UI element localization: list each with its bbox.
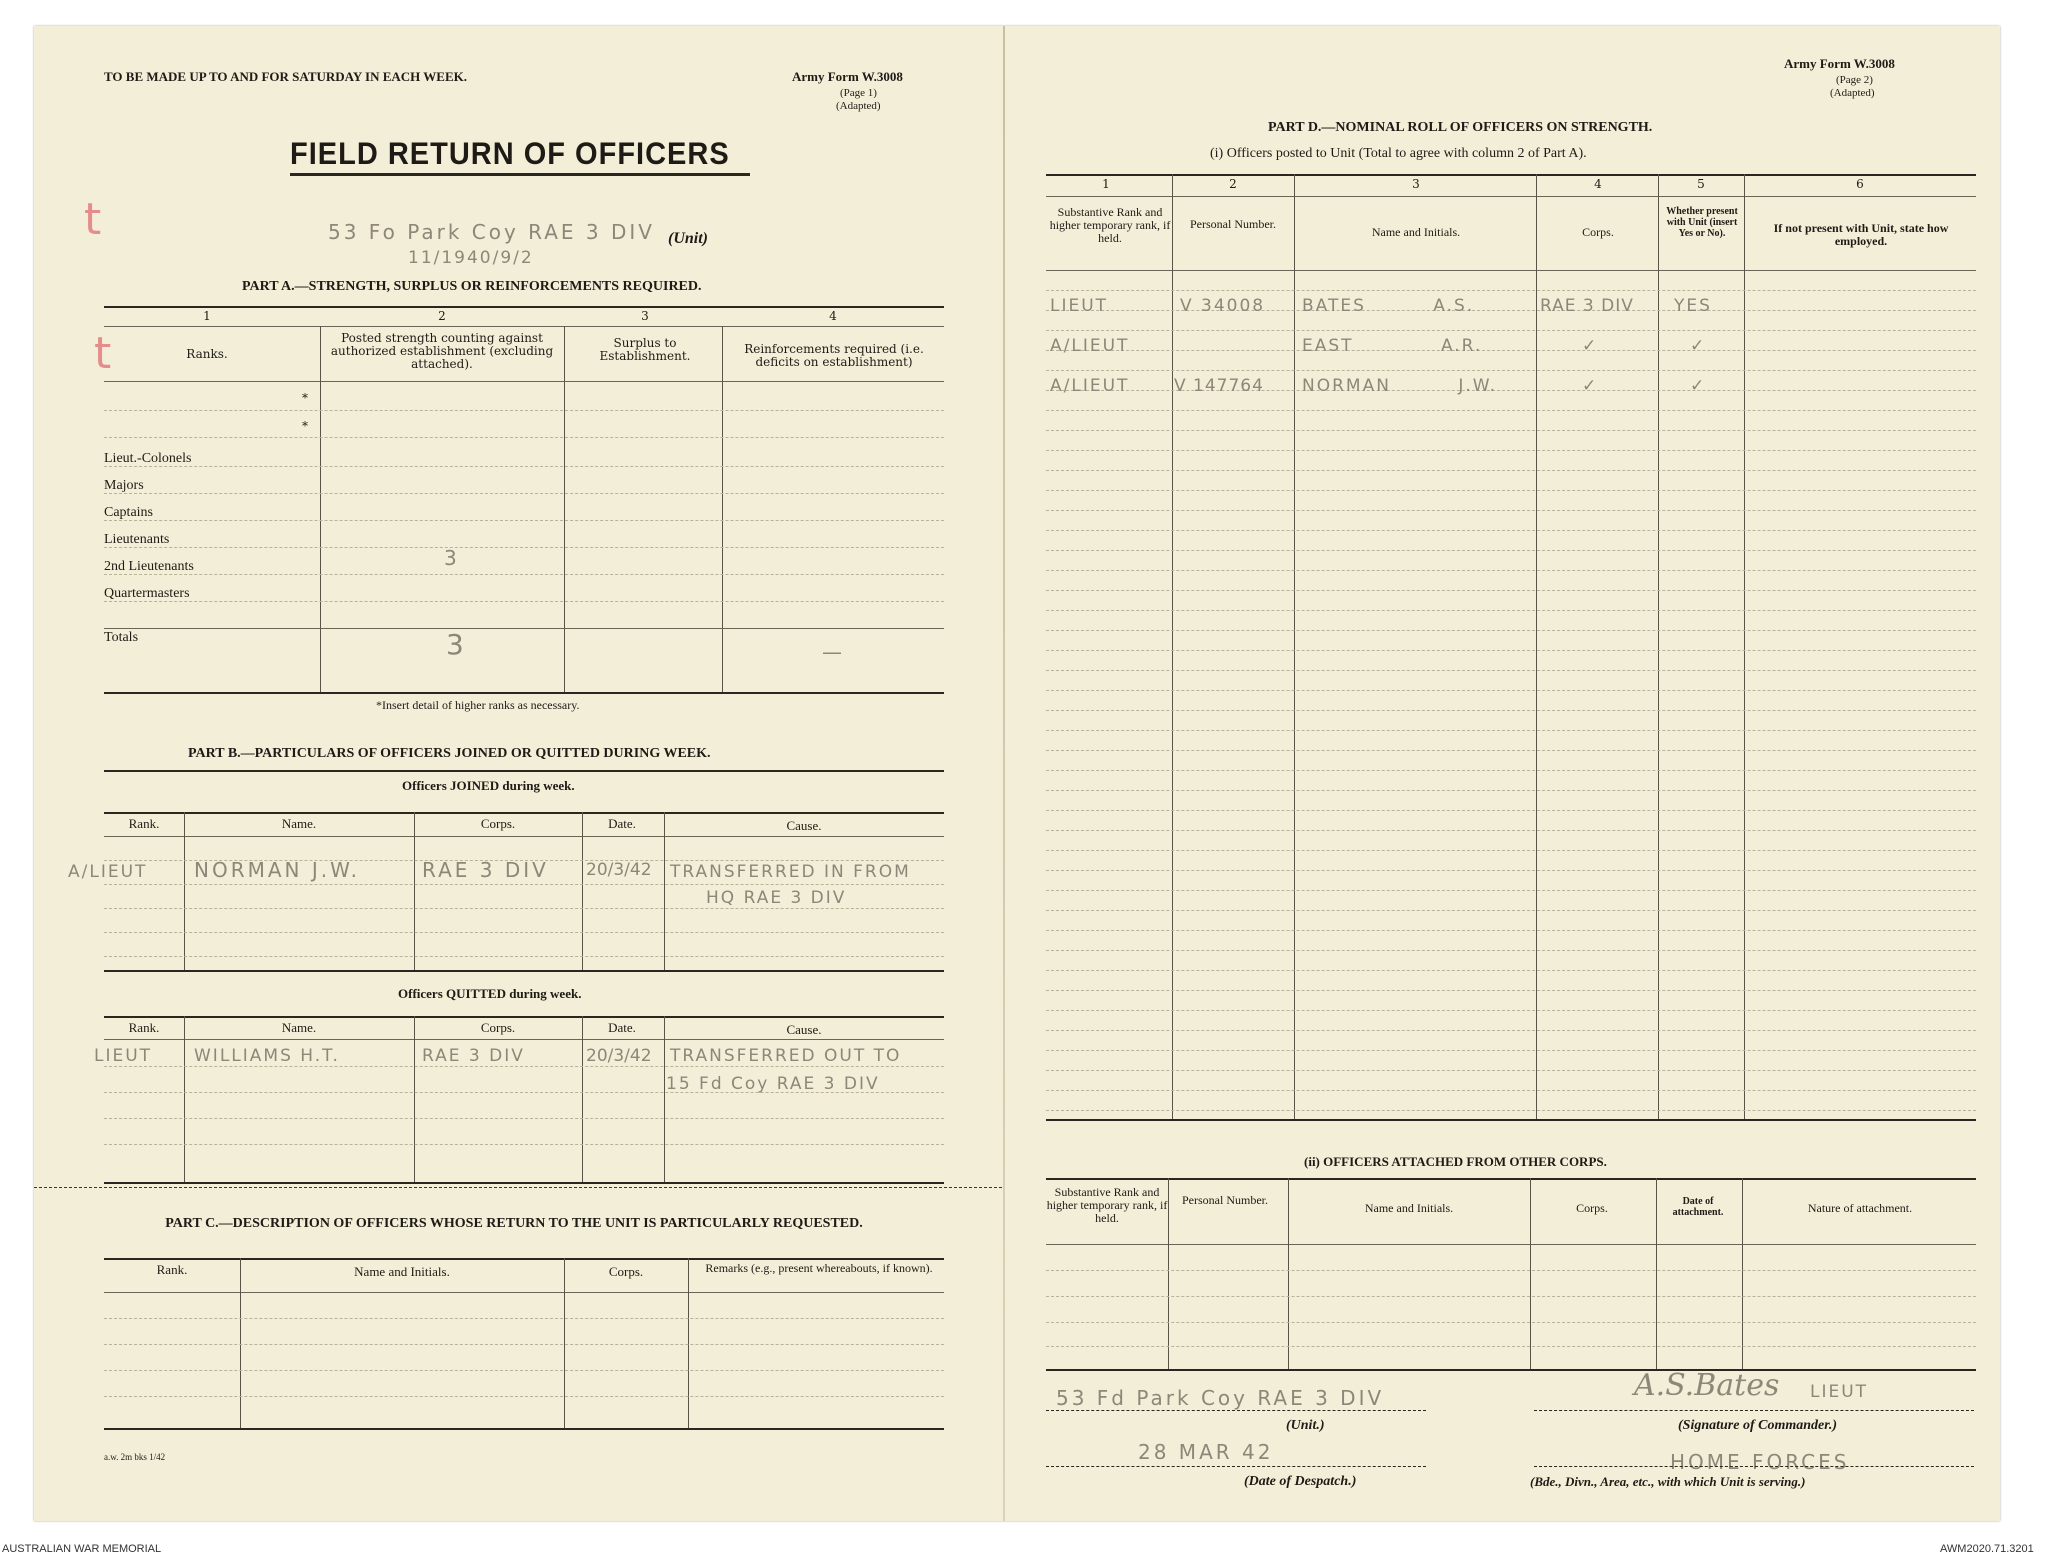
part-a-rule-1 [104, 410, 944, 411]
part-a-rule-4 [104, 493, 944, 494]
roll-rule-17 [1046, 610, 1976, 611]
bde-label: (Bde., Divn., Area, etc., with which Unit is serving.) [1530, 1474, 1806, 1489]
joined-rule-5 [104, 956, 944, 957]
footer-institution: AUSTRALIAN WAR MEMORIAL [2, 1543, 162, 1555]
form-title: FIELD RETURN OF OFFICERS [290, 136, 730, 172]
attached-head-number: Personal Number. [1182, 1193, 1268, 1207]
bde-rule [1534, 1466, 1974, 1467]
roll-rule-7 [1046, 410, 1976, 411]
roll-row-1-number: V 34008 [1180, 296, 1266, 316]
form-number-left: Army Form W.3008 [792, 69, 903, 84]
part-d-colnum-2: 2 [1229, 177, 1237, 191]
part-c-rule-1 [104, 1318, 944, 1319]
joined-head-border [104, 812, 944, 814]
part-a-head-ranks: Ranks. [186, 347, 228, 361]
joined-head-rule [104, 836, 944, 837]
attached-rule-1 [1046, 1270, 1976, 1271]
rank-lieutenants: Lieutenants [104, 532, 170, 547]
joined-corps: RAE 3 DIV [422, 858, 549, 882]
roll-row-2-present: ✓ [1690, 336, 1707, 356]
tear-line-left [34, 1187, 1002, 1188]
roll-rule-39 [1046, 1050, 1976, 1051]
part-c-col-rank: Rank. [156, 1262, 188, 1277]
quitted-col-date: Date. [608, 1020, 636, 1035]
quitted-head-border [104, 1016, 944, 1018]
roll-rule-13 [1046, 530, 1976, 531]
part-a-colnum-1: 1 [203, 309, 211, 323]
part-d-head-name: Name and Initials. [1371, 225, 1461, 239]
roll-rule-32 [1046, 910, 1976, 911]
quitted-vline-1 [184, 1016, 185, 1182]
part-c-title: PART C.—DESCRIPTION OF OFFICERS WHOSE RETURN TO THE UNIT IS PARTICULARLY REQUESTED. [165, 1216, 863, 1231]
roll-rule-11 [1046, 490, 1976, 491]
part-c-col-remarks: Remarks (e.g., present whereabouts, if known). [705, 1261, 933, 1275]
quitted-name: WILLIAMS H.T. [194, 1046, 340, 1066]
joined-col-corps: Corps. [480, 816, 516, 831]
roll-row-2-name: EAST A.R. [1302, 336, 1483, 356]
part-a-top-border [104, 306, 944, 308]
part-b-title: PART B.—PARTICULARS OF OFFICERS JOINED OR QUITTED DURING WEEK. [188, 746, 711, 761]
quitted-date: 20/3/42 [586, 1046, 652, 1066]
page-fold [1003, 26, 1005, 1521]
roll-row-3-rank: A/LIEUT [1050, 376, 1130, 396]
quitted-cause-2: 15 Fd Coy RAE 3 DIV [666, 1074, 880, 1094]
joined-date: 20/3/42 [586, 860, 652, 880]
joined-vline-3 [582, 812, 583, 970]
part-d-colnum-6: 6 [1856, 177, 1864, 191]
roll-rule-8 [1046, 430, 1976, 431]
roll-rule-33 [1046, 930, 1976, 931]
quitted-vline-2 [414, 1016, 415, 1182]
part-c-rule-2 [104, 1344, 944, 1345]
print-code: a.w. 2m bks 1/42 [104, 1452, 166, 1462]
commander-signature: A.S.Bates [1634, 1368, 1780, 1403]
roll-rule-15 [1046, 570, 1976, 571]
part-a-title: PART A.—STRENGTH, SURPLUS OR REINFORCEMENTS REQUIRED. [242, 279, 702, 294]
attached-rule-4 [1046, 1346, 1976, 1347]
footer-accession-id: AWM2020.71.3201 [1940, 1543, 2034, 1555]
part-d-subtitle-ii: (ii) OFFICERS ATTACHED FROM OTHER CORPS. [1304, 1154, 1607, 1169]
attached-head-corps: Corps. [1576, 1201, 1608, 1215]
part-d-head-rank: Substantive Rank and higher temporary rank, if held. [1049, 205, 1171, 245]
part-d-head-employed: If not present with Unit, state how employed. [1773, 221, 1949, 248]
red-check-mark-1: t [84, 194, 102, 245]
attached-vline-4 [1656, 1178, 1657, 1370]
page-number-left: (Page 1) [840, 87, 877, 99]
roll-rule-12 [1046, 510, 1976, 511]
roll-row-1-present: YES [1674, 296, 1712, 316]
signature-rank: LIEUT [1810, 1382, 1869, 1402]
attached-rule-3 [1046, 1322, 1976, 1323]
quitted-vline-3 [582, 1016, 583, 1182]
roll-rule-30 [1046, 870, 1976, 871]
part-c-rule-3 [104, 1370, 944, 1371]
roll-row-2-rank: A/LIEUT [1050, 336, 1130, 356]
joined-rule-2 [104, 884, 944, 885]
roll-rule-19 [1046, 650, 1976, 651]
roll-row-1-rank: LIEUT [1050, 296, 1109, 316]
roll-rule-1 [1046, 290, 1976, 291]
part-d-colnum-3: 3 [1412, 177, 1420, 191]
signature-label: (Signature of Commander.) [1678, 1418, 1838, 1433]
rank-quartermasters: Quartermasters [104, 586, 190, 601]
roll-row-1-name: BATES A.S. [1302, 296, 1475, 316]
roll-rule-40 [1046, 1070, 1976, 1071]
quitted-corps: RAE 3 DIV [422, 1046, 525, 1066]
roll-rule-5 [1046, 370, 1976, 371]
attached-vline-3 [1530, 1178, 1531, 1370]
signoff-unit-value: 53 Fd Park Coy RAE 3 DIV [1056, 1386, 1385, 1410]
joined-col-name: Name. [281, 816, 317, 831]
part-a-num-rule [104, 326, 944, 327]
part-c-vline-1 [240, 1258, 241, 1428]
part-a-rule-3 [104, 466, 944, 467]
quitted-head-rule [104, 1039, 944, 1040]
part-d-vline-5 [1744, 174, 1745, 1119]
attached-head-rule [1046, 1244, 1976, 1245]
rank-lieut-colonels: Lieut.-Colonels [104, 451, 192, 466]
quitted-title: Officers QUITTED during week. [398, 986, 582, 1001]
part-a-rule-7 [104, 574, 944, 575]
attached-top-border [1046, 1178, 1976, 1180]
roll-rule-42 [1046, 1110, 1976, 1111]
roll-row-3-corps: ✓ [1582, 376, 1599, 396]
part-a-head-rule [104, 381, 944, 382]
part-a-colnum-3: 3 [641, 309, 649, 323]
roll-rule-20 [1046, 670, 1976, 671]
attached-vline-2 [1288, 1178, 1289, 1370]
quitted-top-border [104, 970, 944, 972]
roll-row-3-name: NORMAN J.W. [1302, 376, 1498, 396]
star-row-1: * [302, 391, 308, 405]
quitted-rank: LIEUT [94, 1046, 153, 1066]
quitted-cause-1: TRANSFERRED OUT TO [670, 1046, 902, 1066]
attached-head-nature: Nature of attachment. [1807, 1201, 1913, 1215]
page-number-right: (Page 2) [1836, 74, 1873, 86]
roll-rule-31 [1046, 890, 1976, 891]
part-c-col-corps: Corps. [608, 1264, 644, 1279]
part-a-rule-8 [104, 601, 944, 602]
roll-row-2-corps: ✓ [1582, 336, 1599, 356]
part-d-subtitle-i: (i) Officers posted to Unit (Total to agree with column 2 of Part A). [1210, 146, 1587, 161]
roll-rule-18 [1046, 630, 1976, 631]
part-a-rule-9 [104, 628, 944, 629]
part-d-colnum-4: 4 [1594, 177, 1602, 191]
quitted-col-name: Name. [281, 1020, 317, 1035]
roll-rule-29 [1046, 850, 1976, 851]
unit-label: (Unit) [668, 230, 708, 247]
part-a-vline-2 [564, 326, 565, 692]
roll-rule-4 [1046, 350, 1976, 351]
roll-row-1-corps: RAE 3 DIV [1540, 296, 1634, 316]
part-a-vline-3 [722, 326, 723, 692]
attached-head-rank: Substantive Rank and higher temporary rank, if held. [1046, 1185, 1168, 1225]
part-a-bottom-border [104, 692, 944, 694]
part-c-rule-4 [104, 1396, 944, 1397]
attached-head-name: Name and Initials. [1364, 1201, 1454, 1215]
signoff-unit-rule [1046, 1410, 1426, 1411]
part-d-num-rule [1046, 196, 1976, 197]
roll-rule-24 [1046, 750, 1976, 751]
totals-label: Totals [104, 630, 139, 645]
attached-rule-2 [1046, 1296, 1976, 1297]
roll-rule-26 [1046, 790, 1976, 791]
adapted-left: (Adapted) [836, 100, 881, 112]
part-d-bottom-border [1046, 1119, 1976, 1121]
part-c-bottom-border [104, 1428, 944, 1430]
rank-captains: Captains [104, 505, 153, 520]
quitted-col-corps: Corps. [480, 1020, 516, 1035]
form-sheet [34, 26, 2000, 1521]
roll-rule-16 [1046, 590, 1976, 591]
part-d-colnum-5: 5 [1697, 177, 1705, 191]
part-a-footnote: *Insert detail of higher ranks as necessary. [376, 698, 580, 712]
roll-rule-23 [1046, 730, 1976, 731]
roll-rule-14 [1046, 550, 1976, 551]
roll-row-3-number: V 147764 [1174, 376, 1264, 396]
part-a-head-posted: Posted strength counting against authorized establishment (excluding attached). [330, 331, 554, 371]
part-d-vline-3 [1536, 174, 1537, 1119]
part-c-vline-2 [564, 1258, 565, 1428]
form-number-right: Army Form W.3008 [1784, 56, 1895, 71]
part-d-top-border [1046, 174, 1976, 176]
despatch-date-value: 28 MAR 42 [1138, 1440, 1274, 1464]
roll-rule-36 [1046, 990, 1976, 991]
joined-title: Officers JOINED during week. [402, 778, 575, 793]
rank-majors: Majors [104, 478, 144, 493]
totals-reinforcements-value: — [822, 640, 845, 664]
roll-rule-41 [1046, 1090, 1976, 1091]
roll-rule-9 [1046, 450, 1976, 451]
roll-rule-10 [1046, 470, 1976, 471]
roll-rule-21 [1046, 690, 1976, 691]
roll-row-3-present: ✓ [1690, 376, 1707, 396]
part-a-rank-list [104, 445, 194, 607]
part-d-title: PART D.—NOMINAL ROLL OF OFFICERS ON STRENGTH. [1268, 120, 1653, 135]
part-c-vline-3 [688, 1258, 689, 1428]
part-a-rule-2 [104, 437, 944, 438]
roll-rule-34 [1046, 950, 1976, 951]
quitted-rule-3 [104, 1118, 944, 1119]
attached-vline-1 [1168, 1178, 1169, 1370]
quitted-col-cause: Cause. [786, 1022, 822, 1037]
joined-rule-4 [104, 932, 944, 933]
despatch-date-rule [1046, 1466, 1426, 1467]
part-c-top-border [104, 1258, 944, 1260]
part-d-head-rule [1046, 270, 1976, 271]
joined-col-cause: Cause. [786, 818, 822, 833]
part-d-colnum-1: 1 [1102, 177, 1110, 191]
quitted-rule-1 [104, 1066, 944, 1067]
attached-bottom-border [1046, 1369, 1976, 1371]
part-d-vline-4 [1658, 174, 1659, 1119]
roll-rule-27 [1046, 810, 1976, 811]
unit-name-value: 53 Fo Park Coy RAE 3 DIV [328, 220, 655, 244]
reference-number: 11/1940/9/2 [408, 248, 534, 268]
rank-2nd-lieutenants: 2nd Lieutenants [104, 559, 194, 574]
part-d-vline-1 [1172, 174, 1173, 1119]
part-d-head-number: Personal Number. [1190, 217, 1276, 231]
joined-name: NORMAN J.W. [194, 858, 360, 882]
part-a-rule-5 [104, 520, 944, 521]
totals-posted-value: 3 [446, 628, 467, 661]
despatch-date-label: (Date of Despatch.) [1244, 1474, 1357, 1489]
joined-vline-4 [664, 812, 665, 970]
red-check-mark-2: t [94, 328, 112, 379]
bde-value: HOME FORCES [1670, 1450, 1850, 1474]
joined-cause-1: TRANSFERRED IN FROM [670, 862, 911, 882]
part-a-colnum-2: 2 [438, 309, 446, 323]
roll-rule-35 [1046, 970, 1976, 971]
roll-rule-25 [1046, 770, 1976, 771]
title-underline [290, 173, 750, 176]
weekly-instruction: TO BE MADE UP TO AND FOR SATURDAY IN EACH WEEK. [104, 69, 467, 84]
part-a-head-surplus: Surplus to Establishment. [599, 336, 691, 363]
part-d-vline-2 [1294, 174, 1295, 1119]
part-a-rule-6 [104, 547, 944, 548]
signature-rule [1534, 1410, 1974, 1411]
attached-head-date: Date of attachment. [1672, 1196, 1724, 1218]
part-b-top-border [104, 770, 944, 772]
joined-col-rank: Rank. [128, 816, 160, 831]
quitted-col-rank: Rank. [128, 1020, 160, 1035]
part-c-head-rule [104, 1292, 944, 1293]
roll-rule-38 [1046, 1030, 1976, 1031]
part-d-head-present: Whether present with Unit (insert Yes or No). [1666, 206, 1738, 239]
star-row-2: * [302, 419, 308, 433]
joined-cause-2: HQ RAE 3 DIV [706, 888, 847, 908]
signoff-unit-label: (Unit.) [1286, 1418, 1325, 1433]
attached-vline-5 [1742, 1178, 1743, 1370]
quitted-vline-4 [664, 1016, 665, 1182]
part-c-col-name: Name and Initials. [354, 1264, 450, 1279]
joined-rule-3 [104, 908, 944, 909]
roll-rule-22 [1046, 710, 1976, 711]
part-a-vline-1 [320, 326, 321, 692]
joined-rank: A/LIEUT [68, 862, 148, 882]
part-a-colnum-4: 4 [829, 309, 837, 323]
joined-vline-2 [414, 812, 415, 970]
quitted-bottom-border [104, 1182, 944, 1184]
roll-rule-37 [1046, 1010, 1976, 1011]
quitted-rule-4 [104, 1144, 944, 1145]
part-d-head-corps: Corps. [1582, 225, 1614, 239]
roll-rule-3 [1046, 330, 1976, 331]
roll-rule-28 [1046, 830, 1976, 831]
joined-vline-1 [184, 812, 185, 970]
joined-col-date: Date. [608, 816, 636, 831]
lieutenants-posted-value: 3 [444, 546, 460, 570]
adapted-right: (Adapted) [1830, 87, 1875, 99]
part-a-head-reinforcements: Reinforcements required (i.e. deficits on establishment) [744, 342, 924, 369]
